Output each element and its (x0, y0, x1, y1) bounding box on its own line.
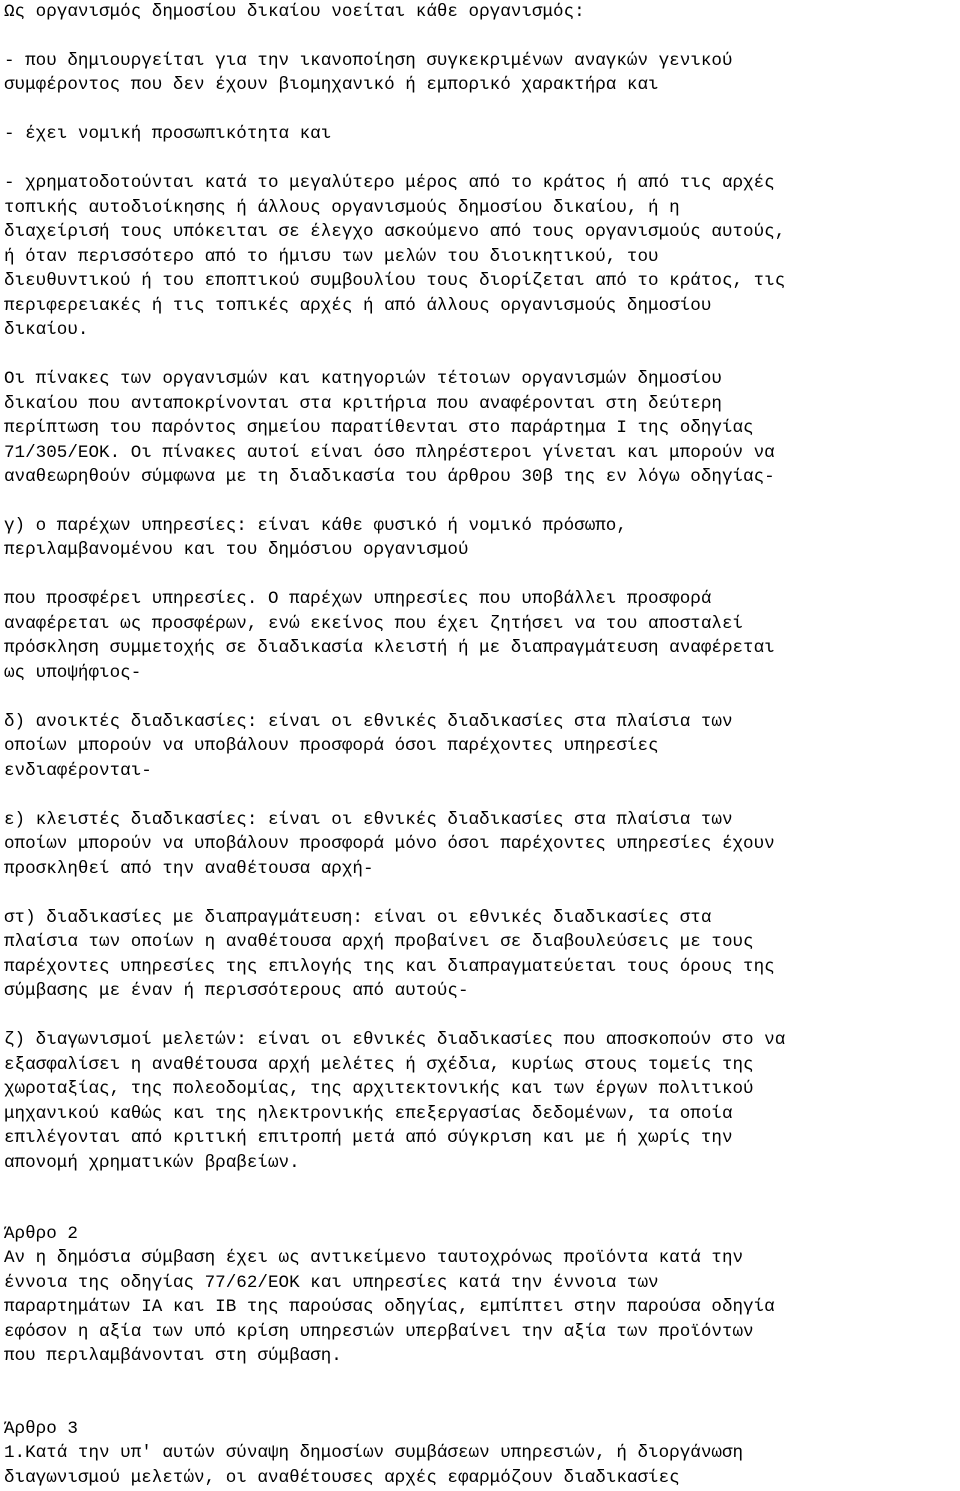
text-line: οποίων μπορούν να υποβάλουν προσφορά μόνο όσοι παρέχοντες υπηρεσίες έχουν (4, 834, 775, 854)
text-line: που περιλαμβάνονται στη σύμβαση. (4, 1346, 342, 1366)
text-line: χωροταξίας, της πολεοδομίας, της αρχιτεκτονικής και των έργων πολιτικού (4, 1079, 754, 1099)
text-line: Αν η δημόσια σύμβαση έχει ως αντικείμενο ταυτοχρόνως προϊόντα κατά την (4, 1248, 744, 1268)
text-line: παραρτημάτων ΙΑ και ΙΒ της παρούσας οδηγίας, εμπίπτει στην παρούσα οδηγία (4, 1297, 775, 1317)
text-line: περιφερειακές ή τις τοπικές αρχές ή από άλλους οργανισμούς δημοσίου (4, 296, 712, 316)
text-line: προσκληθεί από την αναθέτουσα αρχή- (4, 859, 374, 879)
text-line: Ως οργανισμός δημοσίου δικαίου νοείται κάθε οργανισμός: (4, 2, 585, 22)
text-line: διαγωνισμού μελετών, οι αναθέτουσες αρχές εφαρμόζουν διαδικασίες (4, 1468, 680, 1488)
text-line: εξασφαλίσει η αναθέτουσα αρχή μελέτες ή σχέδια, κυρίως στους τομείς της (4, 1055, 754, 1075)
text-line: παρέχοντες υπηρεσίες της επιλογής της και διαπραγματεύεται τους όρους της (4, 957, 775, 977)
text-line: αναφέρεται ως προσφέρων, ενώ εκείνος που έχει ζητήσει να του αποσταλεί (4, 614, 744, 634)
text-line: - χρηματοδοτούνται κατά το μεγαλύτερο μέρος από το κράτος ή από τις αρχές (4, 173, 775, 193)
text-line: διευθυντικού ή του εποπτικού συμβουλίου τους διορίζεται από το κράτος, τις (4, 271, 786, 291)
text-line: περιλαμβανομένου και του δημόσιου οργανισμού (4, 540, 469, 560)
text-line: Οι πίνακες των οργανισμών και κατηγοριών τέτοιων οργανισμών δημοσίου (4, 369, 722, 389)
text-line: ως υποψήφιος- (4, 663, 142, 683)
text-line: οποίων μπορούν να υποβάλουν προσφορά όσοι παρέχοντες υπηρεσίες (4, 736, 659, 756)
text-line: σύμβασης με έναν ή περισσότερους από αυτούς- (4, 981, 469, 1001)
text-line: εφόσον η αξία των υπό κρίση υπηρεσιών υπερβαίνει την αξία των προϊόντων (4, 1322, 754, 1342)
text-line: δικαίου. (4, 320, 89, 340)
text-line: ή όταν περισσότερο από το ήμισυ των μελών του διοικητικού, του (4, 247, 659, 267)
text-line: ε) κλειστές διαδικασίες: είναι οι εθνικές διαδικασίες στα πλαίσια των (4, 810, 733, 830)
text-line: 1.Κατά την υπ' αυτών σύναψη δημοσίων συμβάσεων υπηρεσιών, ή διοργάνωση (4, 1443, 744, 1463)
text-line: ζ) διαγωνισμοί μελετών: είναι οι εθνικές διαδικασίες που αποσκοπούν στο να (4, 1030, 786, 1050)
text-line: στ) διαδικασίες με διαπραγμάτευση: είναι οι εθνικές διαδικασίες στα (4, 908, 712, 928)
text-line: δικαίου που ανταποκρίνονται στα κριτήρια που αναφέρονται στη δεύτερη (4, 394, 722, 414)
article-heading: Άρθρο 3 (4, 1419, 78, 1439)
text-line: δ) ανοικτές διαδικασίες: είναι οι εθνικές διαδικασίες στα πλαίσια των (4, 712, 733, 732)
text-line: αναθεωρηθούν σύμφωνα με τη διαδικασία του άρθρου 30β της εν λόγω οδηγίας- (4, 467, 775, 487)
text-line: συμφέροντος που δεν έχουν βιομηχανικό ή εμπορικό χαρακτήρα και (4, 75, 659, 95)
text-line: που προσφέρει υπηρεσίες. Ο παρέχων υπηρεσίες που υποβάλλει προσφορά (4, 589, 712, 609)
article-heading: Άρθρο 2 (4, 1224, 78, 1244)
text-line: 71/305/ΕΟΚ. Οι πίνακες αυτοί είναι όσο πληρέστεροι γίνεται και μπορούν να (4, 443, 775, 463)
text-line: πρόσκληση συμμετοχής σε διαδικασία κλειστή ή με διαπραγμάτευση αναφέρεται (4, 638, 775, 658)
text-line: περίπτωση του παρόντος σημείου παρατίθενται στο παράρτημα Ι της οδηγίας (4, 418, 754, 438)
text-line: επιλέγονται από κριτική επιτροπή μετά από σύγκριση και με ή χωρίς την (4, 1128, 733, 1148)
text-line: - έχει νομική προσωπικότητα και (4, 124, 332, 144)
text-line: μηχανικού καθώς και της ηλεκτρονικής επεξεργασίας δεδομένων, τα οποία (4, 1104, 733, 1124)
text-line: ενδιαφέρονται- (4, 761, 152, 781)
text-line: - που δημιουργείται για την ικανοποίηση συγκεκριμένων αναγκών γενικού (4, 51, 733, 71)
text-line: διαχείρισή τους υπόκειται σε έλεγχο ασκούμενο από τους οργανισμούς αυτούς, (4, 222, 786, 242)
text-line: γ) ο παρέχων υπηρεσίες: είναι κάθε φυσικό ή νομικό πρόσωπο, (4, 516, 627, 536)
text-line: απονομή χρηματικών βραβείων. (4, 1153, 300, 1173)
text-line: τοπικής αυτοδιοίκησης ή άλλους οργανισμούς δημοσίου δικαίου, ή η (4, 198, 680, 218)
text-line: πλαίσια των οποίων η αναθέτουσα αρχή προβαίνει σε διαβουλεύσεις με τους (4, 932, 754, 952)
text-line: έννοια της οδηγίας 77/62/ΕΟΚ και υπηρεσίες κατά την έννοια των (4, 1273, 659, 1293)
